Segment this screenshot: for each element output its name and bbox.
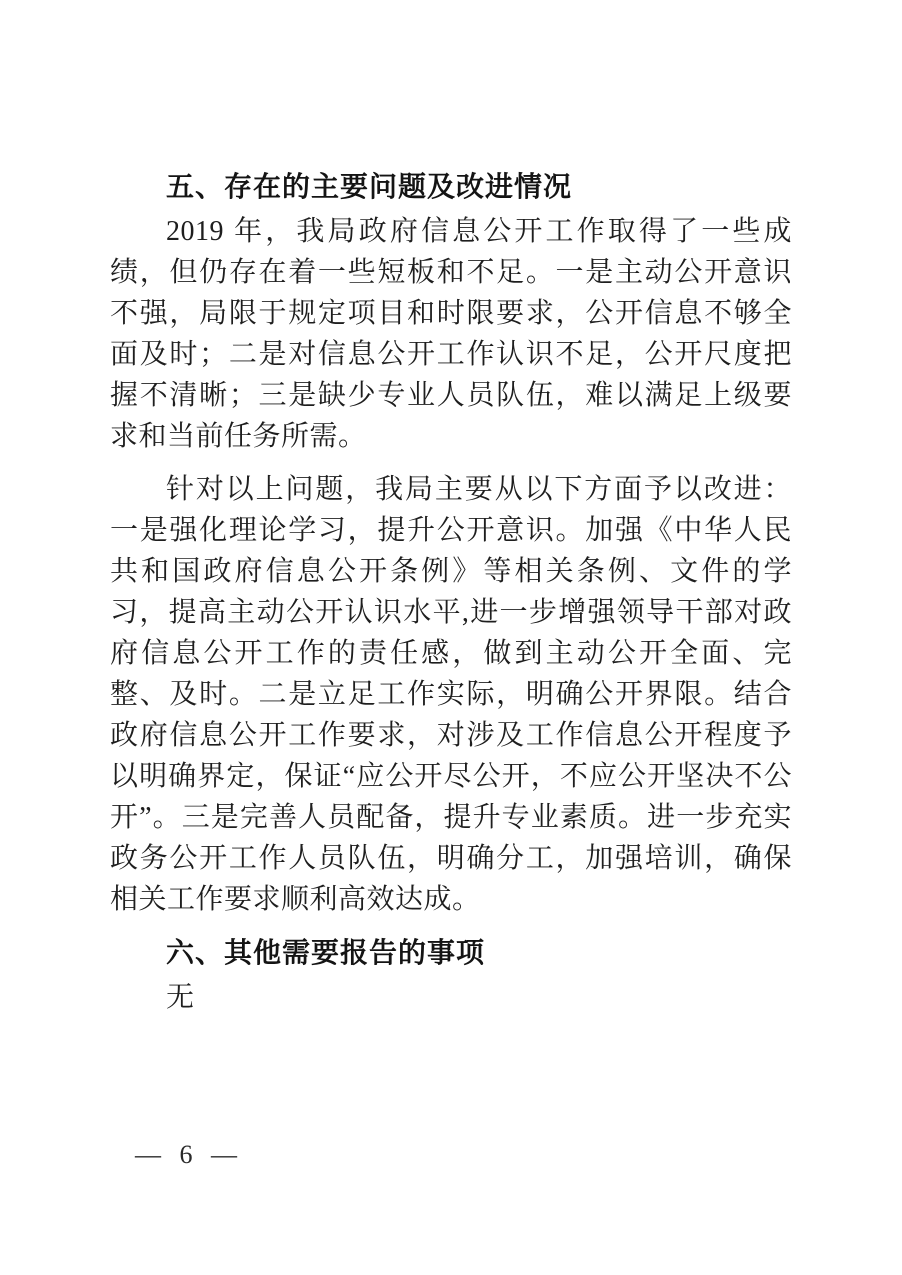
body-paragraph: 针对以上问题，我局主要从以下方面予以改进：一是强化理论学习，提升公开意识。加强《中华人民共和国政府信息公开条例》等相关条例、文件的学习，提高主动公开认识水平,进一步增强领导干部对政府信息公开工作的责任感，做到主动公开全面、完整、及时。二是立足工作实际，明确公开界限。结合政府信息公开工作要求，对涉及工作信息公开程度予以明确界定，保证“应公开尽公开，不应公开坚决不公开”。三是完善人员配备，提升专业素质。进一步充实政务公开工作人员队伍，明确分工，加强培训，确保相关工作要求顺利高效达成。	[110, 474, 792, 915]
section-heading-5: 五、存在的主要问题及改进情况	[166, 171, 573, 202]
body-paragraph: 2019 年，我局政府信息公开工作取得了一些成绩，但仍存在着一些短板和不足。一是主动公开意识不强，局限于规定项目和时限要求，公开信息不够全面及时；二是对信息公开工作认识不足，公开尺度把握不清晰；三是缺少专业人员队伍，难以满足上级要求和当前任务所需。	[110, 216, 792, 452]
document-content	[110, 166, 792, 1018]
section-heading-6: 六、其他需要报告的事项	[166, 937, 486, 968]
body-paragraph: 无	[166, 982, 195, 1013]
page-number: — 6 —	[135, 1140, 243, 1169]
